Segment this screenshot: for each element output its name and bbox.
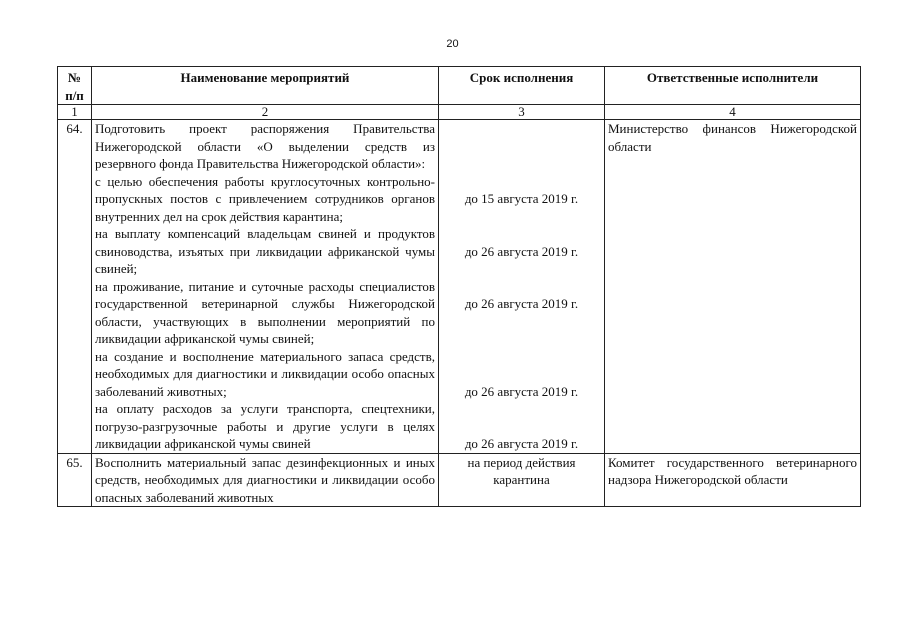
- measure-item: на проживание, питание и суточные расходы специалистов государственной ветеринарной службы Нижегородской области, участвующих в выполнении мероприятий по ликвидации африканской чумы свиней;: [95, 278, 435, 346]
- column-number: 3: [439, 105, 605, 120]
- term-cell: [439, 453, 605, 507]
- term-date: до 26 августа 2019 г.: [464, 243, 579, 259]
- header-row: [58, 67, 861, 105]
- page-number: 20: [446, 38, 459, 50]
- row-number: 64.: [58, 120, 92, 454]
- measures-table: [57, 66, 861, 507]
- column-numbers-row: [58, 105, 861, 120]
- term-date: до 26 августа 2019 г.: [464, 296, 579, 311]
- column-number: 1: [58, 105, 92, 120]
- term-date: до 26 августа 2019 г.: [464, 383, 579, 399]
- term-cell: [439, 120, 605, 454]
- header-num: № п/п: [58, 67, 92, 105]
- responsible-cell: [605, 120, 861, 454]
- header-responsible: Ответственные исполнители: [605, 67, 861, 105]
- responsible-cell: [605, 453, 861, 507]
- responsible-text: Министерство финансов Нижегородской области: [608, 121, 857, 154]
- measure-item: на создание и восполнение материального запаса средств, необходимых для диагностики и ликвидации особо опасных заболеваний животных;: [95, 348, 435, 399]
- term-date: до 26 августа 2019 г.: [464, 436, 579, 451]
- row-number: 65.: [58, 453, 92, 507]
- measure-cell: [92, 120, 439, 454]
- column-number: 4: [605, 105, 861, 120]
- measure-item: с целью обеспечения работы круглосуточных контрольно-пропускных постов с привлечением сотрудников органов внутренних дел на срок действия карантина;: [95, 173, 435, 224]
- header-term: Срок исполнения: [439, 67, 605, 105]
- measure-item: на оплату расходов за услуги транспорта, спецтехники, погрузо-разгрузочные работы и другие услуги в целях ликвидации африканской чумы свиней: [95, 401, 435, 451]
- responsible-text: Комитет государственного ветеринарного надзора Нижегородской области: [608, 454, 857, 487]
- header-name: Наименование мероприятий: [92, 67, 439, 105]
- measure-cell: [92, 453, 439, 507]
- measure-text: Восполнить материальный запас дезинфекционных и иных средств, необходимых для диагностики и ликвидации особо опасных заболеваний животных: [95, 454, 435, 505]
- term-date: до 15 августа 2019 г.: [464, 191, 579, 206]
- measure-item: на выплату компенсаций владельцам свиней и продуктов свиноводства, изъятых при ликвидации африканской чумы свиней;: [95, 226, 435, 276]
- column-number: 2: [92, 105, 439, 120]
- table-row: [58, 120, 861, 454]
- term-text: на период действия карантина: [467, 454, 576, 487]
- measure-intro: Подготовить проект распоряжения Правительства Нижегородской области «О выделении средств из резервного фонда Правительства Нижегородской области»:: [95, 121, 435, 171]
- table-row: [58, 453, 861, 507]
